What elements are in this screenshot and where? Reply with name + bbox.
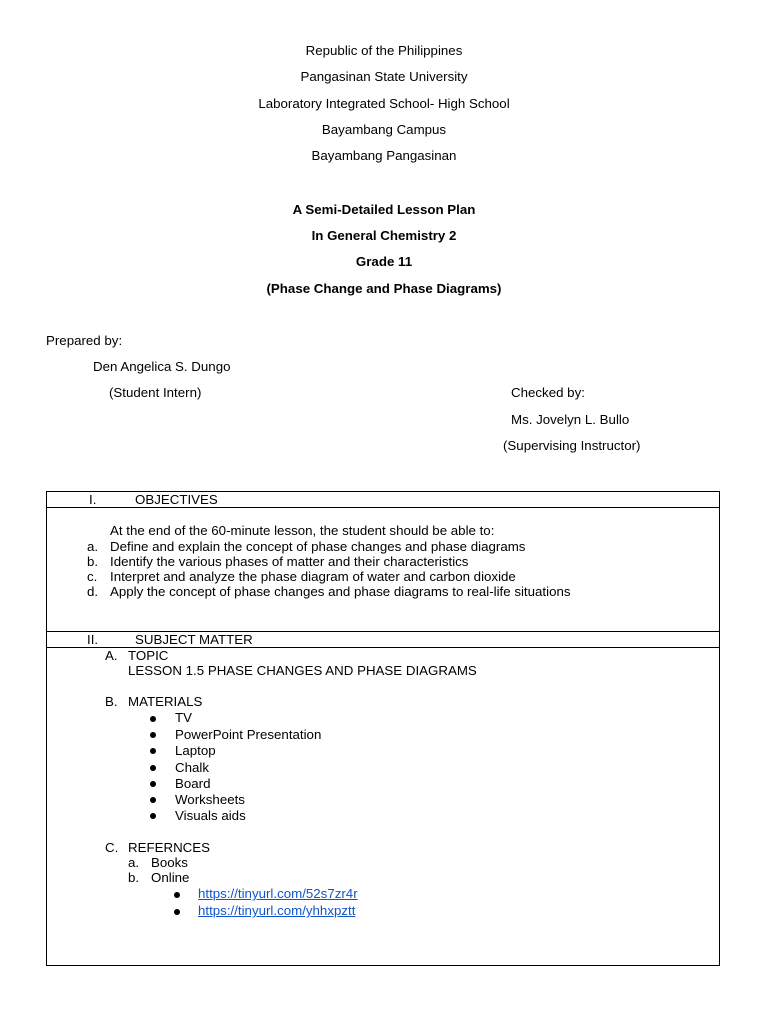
references-online-label: Online [151,870,190,885]
bullet-icon [150,797,156,803]
objective-marker-a: a. [87,539,99,554]
material-item: TV [175,710,192,725]
objective-item-c: Interpret and analyze the phase diagram of water and carbon dioxide [110,569,516,584]
prepared-by-label: Prepared by: [46,333,123,348]
objective-item-b: Identify the various phases of matter and their characteristics [110,554,469,569]
material-item: Worksheets [175,792,245,807]
objective-item-a: Define and explain the concept of phase changes and phase diagrams [110,539,526,554]
header-location: Bayambang Pangasinan [311,148,457,163]
material-item: Visuals aids [175,808,246,823]
bullet-icon [150,765,156,771]
references-label: REFERNCES [128,840,211,855]
header-republic: Republic of the Philippines [305,43,463,58]
checked-by-label: Checked by: [511,385,585,400]
references-books-marker: a. [128,855,140,870]
reference-link[interactable]: https://tinyurl.com/52s7zr4r [198,886,358,901]
subject-matter-body-box [46,647,720,966]
references-books-label: Books [151,855,188,870]
bullet-icon [150,716,156,722]
prepared-by-name: Den Angelica S. Dungo [93,359,231,374]
objective-item-d: Apply the concept of phase changes and phase diagrams to real-life situations [110,584,571,599]
checked-by-name: Ms. Jovelyn L. Bullo [511,412,630,427]
subject-matter-header-box [46,631,720,648]
bullet-icon [150,732,156,738]
subject-matter-heading: SUBJECT MATTER [135,632,253,647]
objectives-numeral: I. [89,492,97,507]
prepared-by-role: (Student Intern) [109,385,202,400]
bullet-icon [150,813,156,819]
header-school: Laboratory Integrated School- High School [258,96,510,111]
objective-marker-b: b. [87,554,99,569]
objectives-intro: At the end of the 60-minute lesson, the student should be able to: [110,523,495,538]
reference-link[interactable]: https://tinyurl.com/yhhxpztt [198,903,356,918]
objectives-header-box [46,491,720,508]
objective-marker-c: c. [87,569,98,584]
bullet-icon [174,909,180,915]
checked-by-role: (Supervising Instructor) [503,438,641,453]
topic-marker: A. [105,648,118,663]
material-item: Board [175,776,211,791]
header-campus: Bayambang Campus [321,122,447,137]
bullet-icon [174,892,180,898]
topic-value: LESSON 1.5 PHASE CHANGES AND PHASE DIAGRAMS [128,663,477,678]
header-university: Pangasinan State University [300,69,468,84]
title-topic: (Phase Change and Phase Diagrams) [266,281,502,296]
materials-label: MATERIALS [128,694,203,709]
topic-label: TOPIC [128,648,169,663]
material-item: PowerPoint Presentation [175,727,322,742]
bullet-icon [150,781,156,787]
title-subject: In General Chemistry 2 [311,228,457,243]
references-marker: C. [105,840,119,855]
material-item: Chalk [175,760,209,775]
material-item: Laptop [175,743,216,758]
references-online-marker: b. [128,870,140,885]
objectives-body-box [46,507,720,632]
title-lesson-plan: A Semi-Detailed Lesson Plan [292,202,476,217]
subject-matter-numeral: II. [87,632,99,647]
objective-marker-d: d. [87,584,99,599]
title-grade: Grade 11 [355,254,413,269]
materials-marker: B. [105,694,118,709]
objectives-heading: OBJECTIVES [135,492,218,507]
bullet-icon [150,748,156,754]
